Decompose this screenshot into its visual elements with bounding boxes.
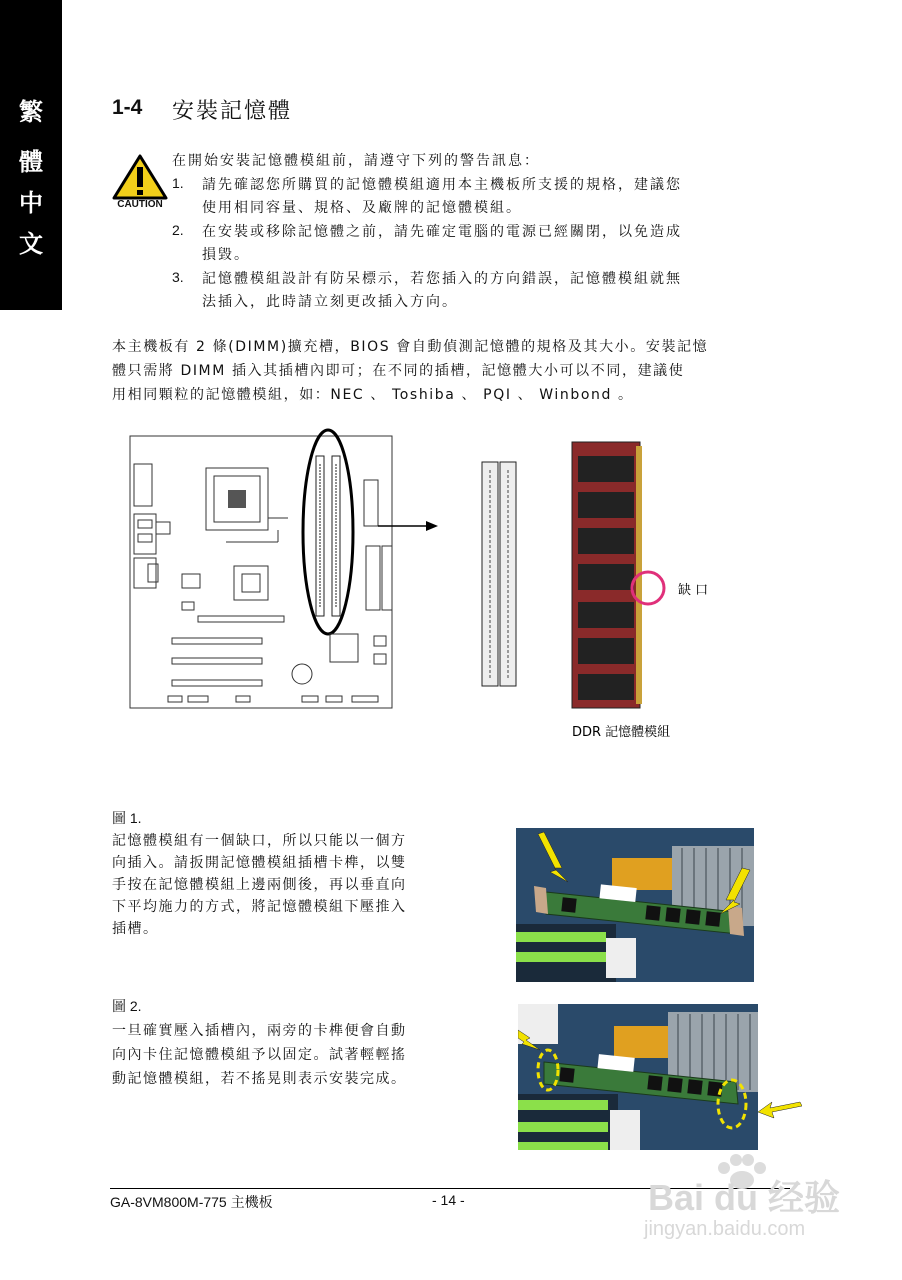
footer-model: GA-8VM800M-775 主機板 [110, 1194, 273, 1210]
memory-diagram [126, 424, 726, 754]
figure2-caption-line: 動記憶體模組，若不搖晃則表示安裝完成。 [112, 1071, 407, 1087]
caution-item-line: 損毀。 [202, 247, 250, 263]
side-tab-char: 體 [19, 147, 43, 176]
figure1-caption-line: 記憶體模組有一個缺口，所以只能以一個方 [112, 833, 407, 849]
section-title: 安裝記憶體 [172, 99, 293, 124]
enlarged-dimm-slots [482, 462, 516, 686]
module-caption: DDR 記憶體模組 [572, 725, 671, 740]
watermark-main: Bai du 经验 [648, 1177, 841, 1218]
figure1-label: 圖 1. [112, 810, 142, 826]
figure1-caption-line: 下平均施力的方式，將記憶體模組下壓推入 [112, 899, 407, 915]
page-number: - 14 - [432, 1192, 465, 1208]
figure1-caption-line: 插槽。 [112, 921, 159, 937]
caution-item-number: 3. [172, 269, 184, 285]
intro-paragraph-line: 本主機板有 2 條(DIMM)擴充槽，BIOS 會自動偵測記憶體的規格及其大小。安裝記憶 [112, 339, 709, 355]
caution-intro: 在開始安裝記憶體模組前，請遵守下列的警告訊息： [172, 153, 540, 169]
caution-item-line: 使用相同容量、規格、及廠牌的記憶體模組。 [202, 200, 522, 216]
section-number: 1-4 [112, 96, 143, 119]
figure1-photo [516, 828, 754, 982]
caution-item-line: 在安裝或移除記憶體之前，請先確定電腦的電源已經關閉，以免造成 [202, 224, 682, 240]
caution-item-line: 記憶體模組設計有防呆標示，若您插入的方向錯誤，記憶體模組就無 [202, 271, 682, 287]
watermark-url: jingyan.baidu.com [644, 1218, 806, 1240]
side-tab-char: 繁 [19, 97, 43, 126]
intro-paragraph-line: 體只需將 DIMM 插入其插槽內即可；在不同的插槽，記憶體大小可以不同，建議使 [112, 363, 685, 379]
figure2-label: 圖 2. [112, 998, 142, 1014]
baidu-watermark [640, 1150, 902, 1280]
caution-item-line: 請先確認您所購買的記憶體模組適用本主機板所支援的規格，建議您 [202, 177, 682, 193]
intro-paragraph-line: 用相同顆粒的記憶體模組，如：NEC 、 Toshiba 、 PQI 、 Winbond 。 [112, 387, 634, 403]
figure2-caption-line: 向內卡住記憶體模組予以固定。試著輕輕搖 [112, 1047, 407, 1063]
caution-item-number: 2. [172, 222, 184, 238]
caution-item-number: 1. [172, 175, 184, 191]
side-tab-char: 中 [19, 188, 43, 217]
figure1-caption-line: 手按在記憶體模組上邊兩側後，再以垂直向 [112, 877, 407, 893]
arrow-head [426, 521, 438, 531]
side-tab-char: 文 [19, 229, 43, 258]
figure2-caption-line: 一旦確實壓入插槽內，兩旁的卡榫便會自動 [112, 1023, 407, 1039]
caution-item-line: 法插入，此時請立刻更改插入方向。 [202, 294, 458, 310]
side-language-tab [0, 0, 62, 310]
caution-label: CAUTION [117, 199, 163, 210]
notch-label: 缺 口 [678, 583, 709, 598]
figure1-caption-line: 向插入。請扳開記憶體模組插槽卡榫，以雙 [112, 855, 407, 871]
figure2-photo [518, 1004, 802, 1150]
ddr-memory-module [572, 442, 642, 708]
motherboard-outline [130, 436, 392, 708]
